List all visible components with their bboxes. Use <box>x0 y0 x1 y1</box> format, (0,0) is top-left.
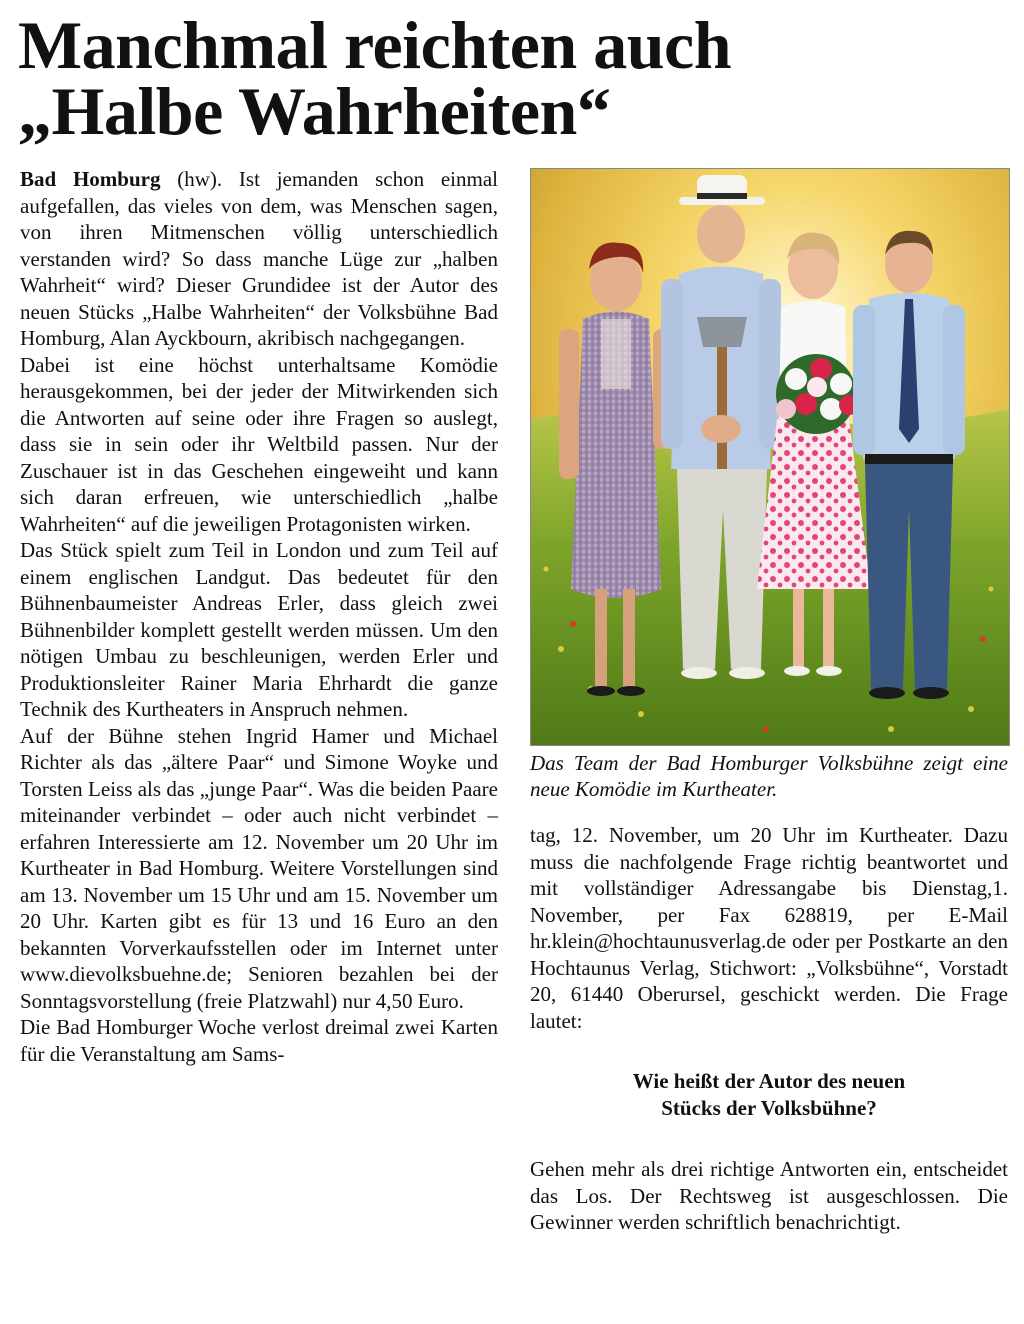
team-photo-illustration <box>531 169 1009 745</box>
article-left-column <box>20 166 498 1067</box>
team-photo <box>530 168 1010 746</box>
headline <box>18 7 1008 149</box>
quiz-question-line-1: Wie heißt der Autor des neuen <box>632 1069 906 1093</box>
article-paragraph-1: Bad Homburg (hw). Ist jemanden schon einmal aufgefallen, das vieles von dem, was Menschen sagen, von ihren Mitmenschen völlig unterschiedlich verstanden wird? So dass manche Lüge zur „halben Wahrheit“ wird? Dieser Grundidee ist der Autor des neuen Stücks „Halbe Wahrheiten“ der Volksbühne Bad Homburg, Alan Ayckbourn, akribisch nachgegangen. <box>20 167 499 350</box>
quiz-question <box>530 1068 1008 1122</box>
article-paragraph-5: Die Bad Homburger Woche verlost dreimal zwei Karten für die Veranstaltung am Sams- <box>20 1015 498 1066</box>
article-paragraph-3: Das Stück spielt zum Teil in London und zum Teil auf einem englischen Landgut. Das bedeutet für den Bühnenbaumeister Andreas Erler, dass gleich zwei Bühnenbilder komplett gestellt werden müssen. Um den nötigen Umbau zu beschleunigen, werden Erler und Produktionsleiter Rainer Maria Ehrhardt die ganze Technik des Kurtheaters in Anspruch nehmen. <box>20 538 498 721</box>
quiz-question-line-2: Stücks der Volksbühne? <box>661 1096 877 1120</box>
article-right-column <box>530 822 1008 1236</box>
dateline: Bad Homburg <box>20 167 161 191</box>
article-right-paragraph: tag, 12. November, um 20 Uhr im Kurtheater. Dazu muss die nachfolgende Frage richtig beantwortet und mit vollständiger Adressangabe bis Dienstag,1. November, per Fax 628819, per E-Mail hr.klein@hochtaunusverlag.de oder per Postkarte an den Hochtaunus Verlag, Stichwort: „Volksbühne“, Vorstadt 20, 61440 Oberursel, geschickt werden. Die Frage lautet: <box>530 823 1008 1033</box>
headline-line-2: „Halbe Wahrheiten“ <box>18 73 611 149</box>
headline-line-1: Manchmal reichten auch <box>18 7 732 83</box>
article-closing: Gehen mehr als drei richtige Antworten ein, entscheidet das Los. Der Rechtsweg ist ausgeschlossen. Die Gewinner werden schriftlich benachrichtigt. <box>530 1157 1008 1234</box>
article-paragraph-4: Auf der Bühne stehen Ingrid Hamer und Michael Richter als das „ältere Paar“ und Simone Woyke und Torsten Leiss als das „junge Paar“. Was die beiden Paare miteinander verbindet – oder auch nicht verbindet – erfahren Interessierte am 12. November um 20 Uhr im Kurtheater in Bad Homburg. Weitere Vorstellungen sind am 13. November um 15 Uhr und am 15. November um 20 Uhr. Karten gibt es für 13 und 16 Euro an den bekannten Vorverkaufsstellen oder im Internet unter www.dievolksbuehne.de; Senioren bezahlen bei der Sonntagsvorstellung (freie Platzwahl) nur 4,50 Euro. <box>20 723 498 1013</box>
article-paragraph-2: Dabei ist eine höchst unterhaltsame Komödie herausgekommen, bei der jeder der Mitwirkenden sich die Antworten auf seine oder ihre Fragen so auslegt, dass sie in sein oder ihr Weltbild passen. Nur der Zuschauer ist in das Geschehen eingeweiht und kann sich daran erfreuen, wie unterschiedlich „halbe Wahrheiten“ auf die jeweiligen Protagonisten wirken. <box>20 352 498 536</box>
photo-caption: Das Team der Bad Homburger Volksbühne zeigt eine neue Komödie im Kurtheater. <box>530 751 1008 801</box>
